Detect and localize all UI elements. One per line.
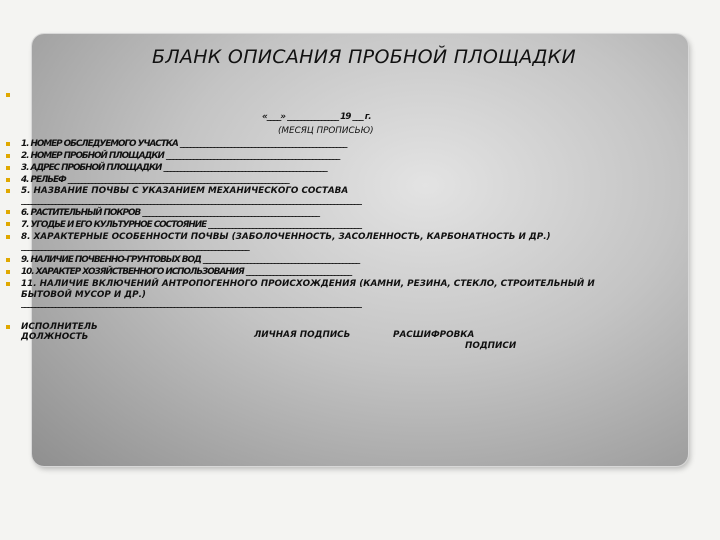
date-line: «____» _______________ 19 ___ г. [262, 112, 371, 122]
form-item-10: 10. ХАРАКТЕР ХОЗЯЙСТВЕННОГО ИСПОЛЬЗОВАНИЯ _______________________________ [21, 267, 352, 277]
position-label: ДОЛЖНОСТЬ [21, 332, 89, 342]
form-item-9: 9. НАЛИЧИЕ ПОЧВЕННО-ГРУНТОВЫХ ВОД ______________________________________________ [21, 255, 360, 265]
bullet-marker [6, 93, 10, 97]
form-item-1: 1. НОМЕР ОБСЛЕДУЕМОГО УЧАСТКА _________________________________________________ [21, 139, 347, 149]
bullet-marker [6, 178, 10, 182]
signature-decoding-label-2: ПОДПИСИ [465, 341, 517, 351]
form-item-5-rule: ____________________________________________________________________________________________________ [21, 196, 361, 206]
form-item-4: 4. РЕЛЬЕФ _________________________________________________________________ [21, 175, 289, 185]
form-item-11-rule: ____________________________________________________________________________________________________ [21, 299, 361, 309]
bullet-marker [6, 189, 10, 193]
form-item-11-cont: БЫТОВОЙ МУСОР И ДР.) [21, 290, 146, 300]
bullet-marker [6, 325, 10, 329]
bullet-marker [6, 222, 10, 226]
form-item-3: 3. АДРЕС ПРОБНОЙ ПЛОЩАДКИ ________________________________________________ [21, 163, 327, 173]
executor-label: ИСПОЛНИТЕЛЬ [21, 322, 98, 332]
bullet-marker [6, 282, 10, 286]
form-item-8-rule: ___________________________________________________________________ [21, 242, 249, 252]
form-item-11: 11. НАЛИЧИЕ ВКЛЮЧЕНИЙ АНТРОПОГЕННОГО ПРОИСХОЖДЕНИЯ (КАМНИ, РЕЗИНА, СТЕКЛО, СТРОИТЕЛЬНЫЙ И [21, 279, 595, 289]
signature-decoding-label: РАСШИФРОВКА [393, 330, 475, 340]
personal-signature-label: ЛИЧНАЯ ПОДПИСЬ [254, 330, 351, 340]
bullet-marker [6, 166, 10, 170]
form-item-7: 7. УГОДЬЕ И ЕГО КУЛЬТУРНОЕ СОСТОЯНИЕ _____________________________________________ [21, 220, 362, 230]
bullet-marker [6, 154, 10, 158]
bullet-marker [6, 142, 10, 146]
page-title: БЛАНК ОПИСАНИЯ ПРОБНОЙ ПЛОЩАДКИ [152, 46, 576, 68]
bullet-marker [6, 235, 10, 239]
form-item-5: 5. НАЗВАНИЕ ПОЧВЫ С УКАЗАНИЕМ МЕХАНИЧЕСКОГО СОСТАВА [21, 186, 349, 196]
date-note: (МЕСЯЦ ПРОПИСЬЮ) [278, 126, 374, 136]
bullet-marker [6, 258, 10, 262]
form-item-2: 2. НОМЕР ПРОБНОЙ ПЛОЩАДКИ ___________________________________________________ [21, 151, 340, 161]
bullet-marker [6, 270, 10, 274]
form-item-6: 6. РАСТИТЕЛЬНЫЙ ПОКРОВ ____________________________________________________ [21, 208, 319, 218]
bullet-marker [6, 210, 10, 214]
form-item-8: 8. ХАРАКТЕРНЫЕ ОСОБЕННОСТИ ПОЧВЫ (ЗАБОЛОЧЕННОСТЬ, ЗАСОЛЕННОСТЬ, КАРБОНАТНОСТЬ И ДР.) [21, 232, 551, 242]
